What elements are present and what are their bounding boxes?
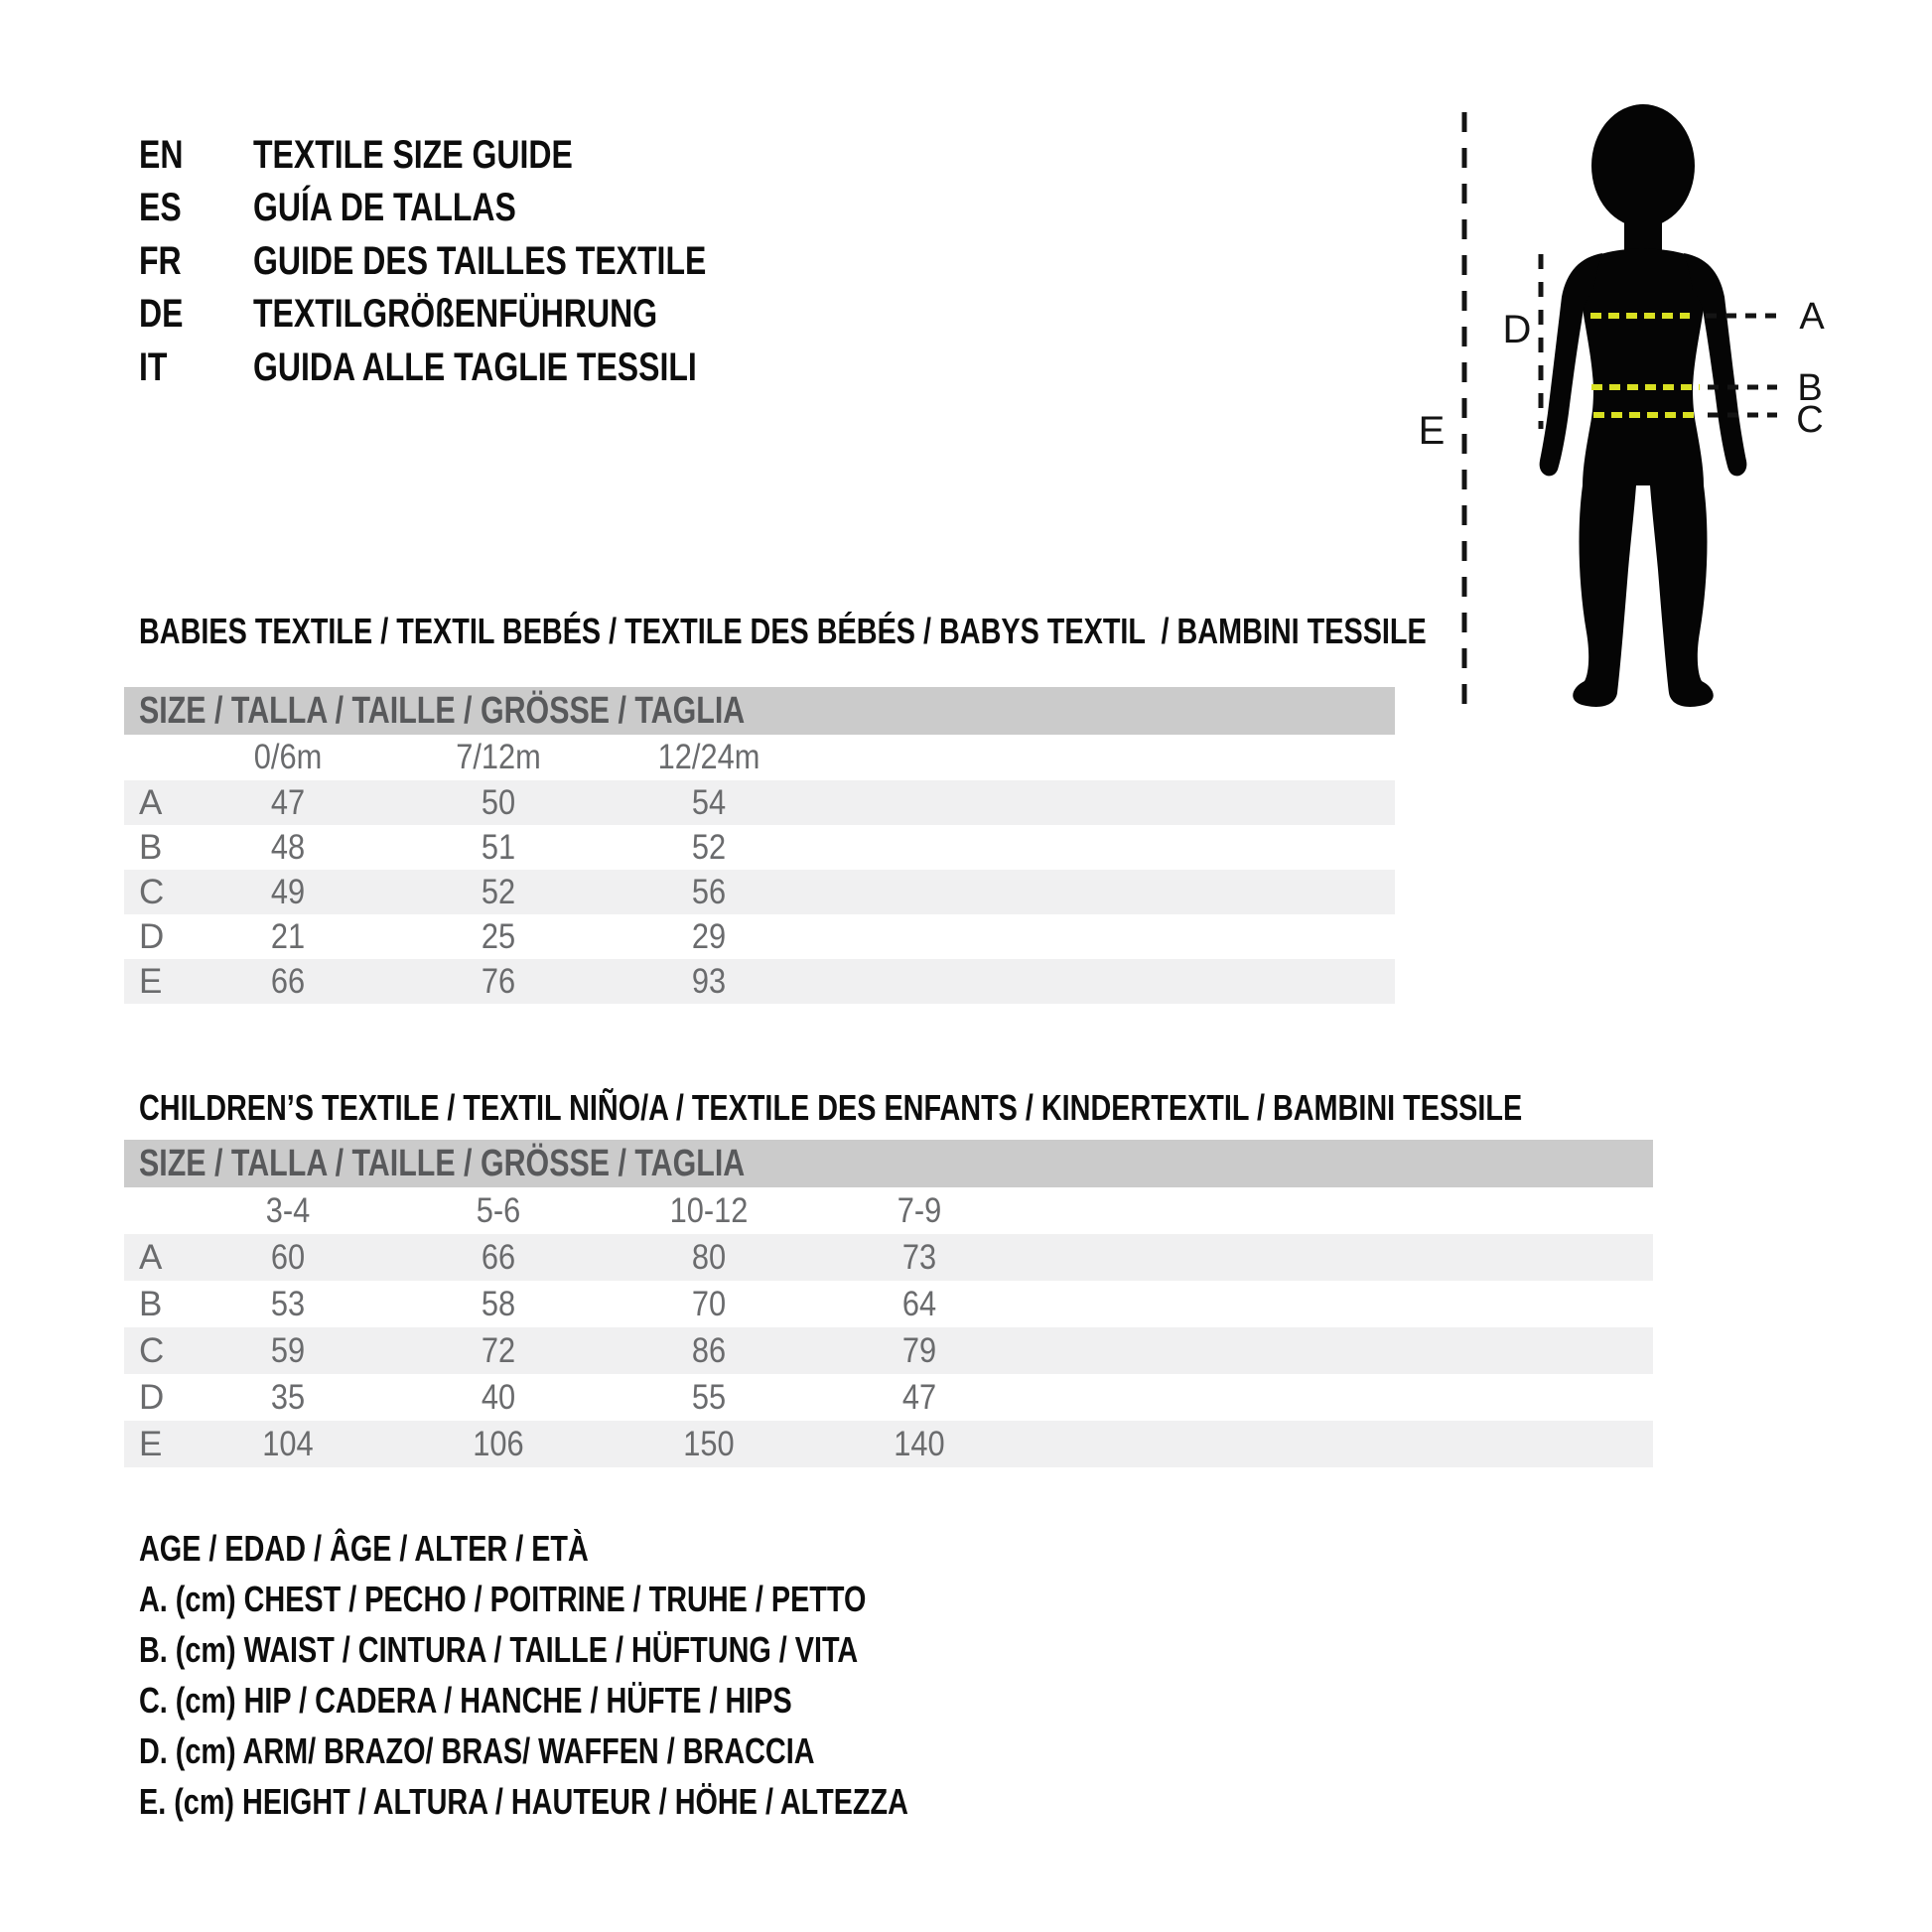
- column-header: 10-12: [669, 1191, 749, 1230]
- table-cell: 50: [481, 783, 516, 822]
- table-cell: 150: [683, 1425, 735, 1463]
- legend-line-age: AGE / EDAD / ÂGE / ALTER / ETÀ: [139, 1528, 589, 1569]
- table-cell: 79: [901, 1331, 937, 1370]
- legend-line-chest: A. (cm) CHEST / PECHO / POITRINE / TRUHE / PETTO: [139, 1579, 867, 1619]
- diagram-label-a: A: [1799, 296, 1825, 338]
- table-cell: 35: [270, 1378, 306, 1417]
- child-silhouette: [1540, 104, 1747, 707]
- language-row-it: [139, 345, 1380, 389]
- babies-section-heading: BABIES TEXTILE / TEXTIL BEBÉS / TEXTILE DES BÉBÉS / BABYS TEXTIL / BAMBINI TESSILE: [139, 611, 1427, 651]
- column-header: 3-4: [265, 1191, 311, 1230]
- language-row-fr: [139, 239, 1380, 283]
- table-cell: 104: [262, 1425, 314, 1463]
- table-cell: 47: [270, 783, 306, 822]
- table-cell: 48: [270, 828, 306, 867]
- table-cell: 54: [691, 783, 727, 822]
- legend-line-arm: D. (cm) ARM/ BRAZO/ BRAS/ WAFFEN / BRACCIA: [139, 1730, 815, 1771]
- legend-line-waist: B. (cm) WAIST / CINTURA / TAILLE / HÜFTUNG / VITA: [139, 1629, 859, 1670]
- table-cell: 40: [481, 1378, 516, 1417]
- diagram-label-c: C: [1796, 399, 1824, 441]
- legend-line-height: E. (cm) HEIGHT / ALTURA / HAUTEUR / HÖHE / ALTEZZA: [139, 1781, 908, 1822]
- row-label: D: [139, 1378, 165, 1417]
- row-label: B: [139, 828, 163, 867]
- column-header: 12/24m: [657, 738, 760, 776]
- table-cell: 25: [481, 917, 516, 956]
- column-header: 7-9: [897, 1191, 942, 1230]
- table-cell: 55: [691, 1378, 727, 1417]
- silhouette-head: [1591, 104, 1695, 227]
- size-header-label: SIZE / TALLA / TAILLE / GRÖSSE / TAGLIA: [139, 690, 746, 732]
- column-header: 5-6: [476, 1191, 521, 1230]
- table-cell: 59: [270, 1331, 306, 1370]
- row-label: E: [139, 962, 163, 1001]
- row-label: A: [139, 783, 163, 822]
- measurement-diagram: [1390, 74, 1886, 730]
- table-cell: 73: [901, 1238, 937, 1277]
- silhouette-right-leg: [1650, 485, 1714, 707]
- table-cell: 60: [270, 1238, 306, 1277]
- language-row-de: [139, 292, 1380, 336]
- table-cell: 52: [691, 828, 727, 867]
- babies-size-table: [124, 687, 1395, 1006]
- table-cell: 93: [691, 962, 727, 1001]
- row-label: C: [139, 1331, 165, 1370]
- table-cell: 49: [270, 873, 306, 911]
- language-title: GUÍA DE TALLAS: [253, 186, 516, 229]
- language-code: IT: [139, 345, 168, 389]
- language-title: TEXTILGRÖßENFÜHRUNG: [253, 292, 658, 336]
- table-cell: 72: [481, 1331, 516, 1370]
- language-row-en: [139, 133, 1380, 177]
- row-label: D: [139, 917, 165, 956]
- size-header-label: SIZE / TALLA / TAILLE / GRÖSSE / TAGLIA: [139, 1143, 746, 1184]
- table-cell: 76: [481, 962, 516, 1001]
- language-title: GUIDE DES TAILLES TEXTILE: [253, 239, 707, 283]
- table-cell: 58: [481, 1285, 516, 1323]
- table-cell: 64: [901, 1285, 937, 1323]
- column-header: 7/12m: [456, 738, 541, 776]
- table-cell: 86: [691, 1331, 727, 1370]
- diagram-label-b: B: [1797, 367, 1823, 409]
- table-cell: 70: [691, 1285, 727, 1323]
- language-code: DE: [139, 292, 184, 336]
- language-code: EN: [139, 133, 184, 177]
- row-label: B: [139, 1285, 163, 1323]
- diagram-label-e: E: [1418, 409, 1446, 453]
- table-cell: 29: [691, 917, 727, 956]
- table-cell: 80: [691, 1238, 727, 1277]
- language-row-es: [139, 186, 1380, 229]
- column-header: 0/6m: [253, 738, 323, 776]
- table-cell: 56: [691, 873, 727, 911]
- table-cell: 106: [473, 1425, 524, 1463]
- language-title: TEXTILE SIZE GUIDE: [253, 133, 573, 177]
- legend-line-hip: C. (cm) HIP / CADERA / HANCHE / HÜFTE / HIPS: [139, 1680, 792, 1721]
- table-cell: 66: [270, 962, 306, 1001]
- diagram-label-d: D: [1502, 308, 1532, 351]
- table-cell: 21: [270, 917, 306, 956]
- row-label: A: [139, 1238, 163, 1277]
- row-label: C: [139, 873, 165, 911]
- row-label: E: [139, 1425, 163, 1463]
- children-size-table: [124, 1140, 1653, 1467]
- table-cell: 51: [481, 828, 516, 867]
- table-cell: 52: [481, 873, 516, 911]
- table-cell: 140: [894, 1425, 945, 1463]
- table-cell: 53: [270, 1285, 306, 1323]
- silhouette-torso: [1581, 249, 1706, 486]
- children-section-heading: CHILDREN’S TEXTILE / TEXTIL NIÑO/A / TEXTILE DES ENFANTS / KINDERTEXTIL / BAMBINI TESSILE: [139, 1087, 1523, 1128]
- language-code: FR: [139, 239, 182, 283]
- table-cell: 66: [481, 1238, 516, 1277]
- table-cell: 47: [901, 1378, 937, 1417]
- silhouette-left-leg: [1573, 485, 1636, 707]
- language-code: ES: [139, 186, 182, 229]
- language-title: GUIDA ALLE TAGLIE TESSILI: [253, 345, 697, 389]
